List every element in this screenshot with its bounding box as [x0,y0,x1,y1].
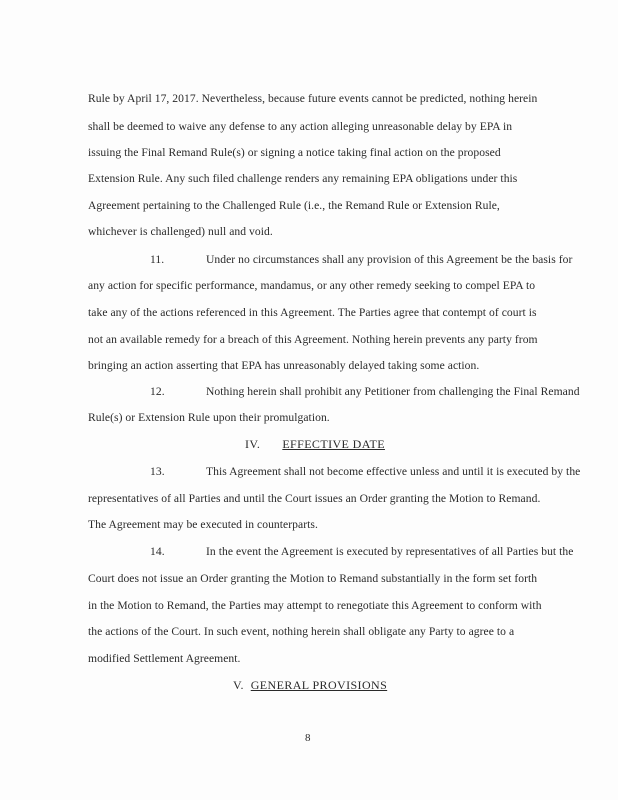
paragraph-14-line-4: the actions of the Court. In such event, nothing herein shall obligate any Party to agree to a [88,625,515,638]
paragraph-10-line-4: Extension Rule. Any such filed challenge renders any remaining EPA obligations under this [88,172,518,185]
paragraph-10-line-1: Rule by April 17, 2017. Nevertheless, because future events cannot be predicted, nothing herein [88,92,538,105]
paragraph-12-line-2: Rule(s) or Extension Rule upon their promulgation. [88,411,330,424]
paragraph-12-line-1: Nothing herein shall prohibit any Petitioner from challenging the Final Remand [206,385,580,398]
paragraph-13-first-line [150,465,580,478]
paragraph-11-line-5: bringing an action asserting that EPA has unreasonably delayed taking some action. [88,359,480,372]
paragraph-11-line-4: not an available remedy for a breach of this Agreement. Nothing herein prevents any party from [88,333,538,346]
paragraph-13-line-1: This Agreement shall not become effective unless and until it is executed by the [206,465,581,478]
paragraph-10-line-5: Agreement pertaining to the Challenged Rule (i.e., the Remand Rule or Extension Rule, [88,199,500,212]
paragraph-14-number: 14. [150,545,165,558]
paragraph-11-number: 11. [150,253,165,266]
paragraph-10-line-6: whichever is challenged) null and void. [88,225,273,238]
section-iv-title: EFFECTIVE DATE [282,437,385,451]
paragraph-11-line-3: take any of the actions referenced in this Agreement. The Parties agree that contempt of court is [88,306,537,319]
paragraph-12-number: 12. [150,385,165,398]
paragraph-14-line-1: In the event the Agreement is executed by representatives of all Parties but the [206,545,574,558]
section-v-title: GENERAL PROVISIONS [250,678,388,692]
paragraph-13-line-3: The Agreement may be executed in counterparts. [88,518,318,531]
section-v-heading [233,678,387,693]
paragraph-11-first-line [150,253,572,266]
paragraph-11-line-2: any action for specific performance, mandamus, or any other remedy seeking to compel EPA to [88,279,536,292]
paragraph-12-first-line [150,385,580,398]
paragraph-14-line-5: modified Settlement Agreement. [88,652,241,665]
paragraph-13-line-2: representatives of all Parties and until the Court issues an Order granting the Motion to Remand. [88,492,541,505]
paragraph-13-number: 13. [150,465,165,478]
paragraph-14-line-2: Court does not issue an Order granting the Motion to Remand substantially in the form set forth [88,572,538,585]
section-v-numeral: V. [233,678,244,692]
paragraph-14-line-3: in the Motion to Remand, the Parties may attempt to renegotiate this Agreement to conform with [88,599,542,612]
section-iv-numeral: IV. [245,437,261,451]
paragraph-10-line-3: issuing the Final Remand Rule(s) or signing a notice taking final action on the proposed [88,146,501,159]
section-iv-heading [245,437,385,452]
paragraph-14-first-line [150,545,573,558]
paragraph-10-line-2: shall be deemed to waive any defense to any action alleging unreasonable delay by EPA in [88,120,513,133]
paragraph-11-line-1: Under no circumstances shall any provision of this Agreement be the basis for [206,253,573,266]
page-number: 8 [305,732,311,744]
